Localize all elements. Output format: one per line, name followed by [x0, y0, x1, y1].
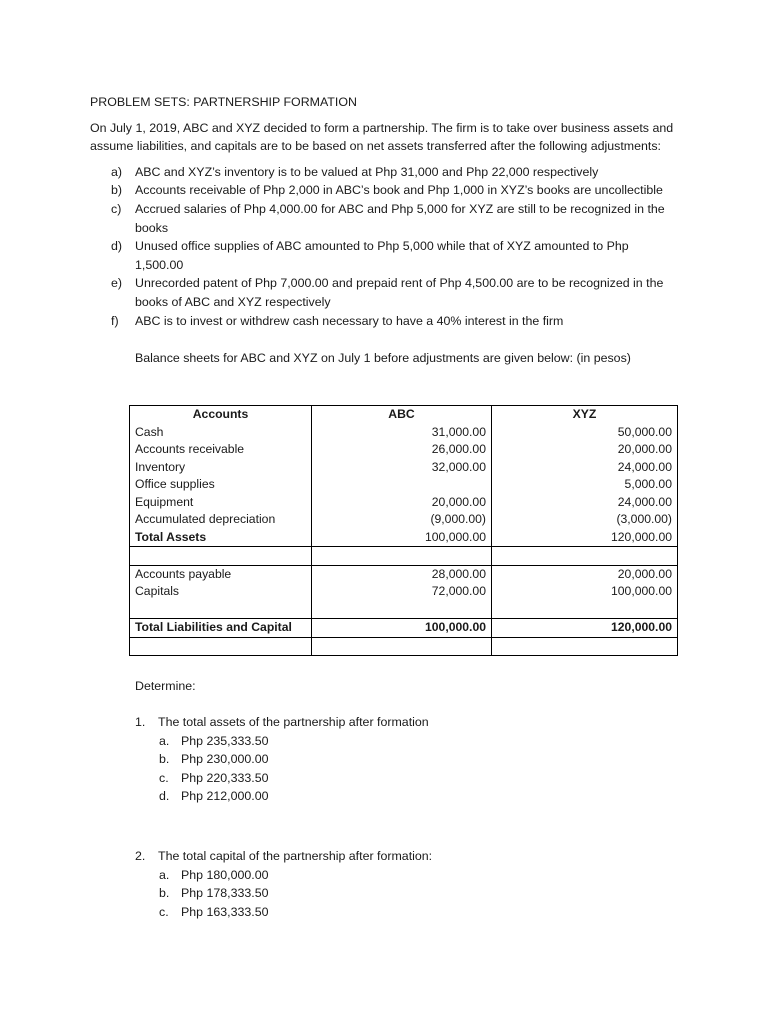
- balance-sheet-note: Balance sheets for ABC and XYZ on July 1 before adjustments are given below: (in pesos): [135, 351, 631, 366]
- account-cell: Accumulated depreciation: [130, 511, 312, 529]
- option-label: a.: [159, 733, 170, 748]
- adjustment-text-cont: books of ABC and XYZ respectively: [135, 294, 331, 309]
- abc-cell: 20,000.00: [312, 494, 492, 512]
- abc-cell: 100,000.00: [312, 619, 492, 638]
- question-text: The total assets of the partnership after formation: [158, 715, 429, 729]
- empty-cell: [130, 601, 312, 619]
- abc-cell: 32,000.00: [312, 459, 492, 477]
- abc-cell: 100,000.00: [312, 529, 492, 547]
- option-item: [159, 866, 432, 885]
- adjustment-label: b): [111, 183, 123, 198]
- option-label: c.: [159, 770, 169, 785]
- total-liabilities-row: [130, 619, 678, 638]
- table-row: [130, 424, 678, 442]
- account-cell: Cash: [130, 424, 312, 442]
- xyz-cell: 120,000.00: [492, 529, 678, 547]
- spacer-row: [130, 637, 678, 656]
- adjustments-list: [90, 163, 690, 330]
- total-assets-row: [130, 529, 678, 547]
- xyz-cell: 20,000.00: [492, 565, 678, 583]
- options-list: [135, 866, 432, 922]
- option-label: b.: [159, 886, 170, 901]
- empty-cell: [312, 547, 492, 566]
- empty-cell: [492, 547, 678, 566]
- abc-cell: 26,000.00: [312, 441, 492, 459]
- option-label: b.: [159, 752, 170, 767]
- option-item: [159, 769, 429, 788]
- account-cell: Capitals: [130, 583, 312, 601]
- option-item: [159, 787, 429, 806]
- determine-label: Determine:: [135, 679, 196, 693]
- option-text: Php 180,000.00: [181, 867, 269, 882]
- abc-cell: 28,000.00: [312, 565, 492, 583]
- adjustment-text: Unrecorded patent of Php 7,000.00 and prepaid rent of Php 4,500.00 are to be recognized in the: [135, 276, 664, 291]
- xyz-cell: 20,000.00: [492, 441, 678, 459]
- table-row: [130, 459, 678, 477]
- intro-paragraph: [90, 119, 690, 156]
- adjustment-item: [111, 163, 690, 182]
- options-list: [135, 732, 429, 806]
- table-row: [130, 511, 678, 529]
- option-item: [159, 732, 429, 751]
- adjustment-item: [111, 237, 690, 274]
- account-cell: Office supplies: [130, 476, 312, 494]
- option-text: Php 178,333.50: [181, 886, 269, 901]
- account-cell: Accounts receivable: [130, 441, 312, 459]
- intro-line-1: On July 1, 2019, ABC and XYZ decided to form a partnership. The firm is to take over business assets and: [90, 120, 674, 135]
- adjustment-text: Accrued salaries of Php 4,000.00 for ABC and Php 5,000 for XYZ are still to be recognized in the: [135, 201, 665, 216]
- header-xyz: XYZ: [492, 406, 678, 424]
- adjustment-text: ABC and XYZ’s inventory is to be valued at Php 31,000 and Php 22,000 respectively: [135, 164, 599, 179]
- adjustment-item: [111, 312, 690, 331]
- question-text-wrap: [135, 847, 432, 866]
- question-number: 1.: [135, 715, 146, 729]
- empty-cell: [312, 601, 492, 619]
- account-cell: Equipment: [130, 494, 312, 512]
- table-row: [130, 441, 678, 459]
- table-header-row: [130, 406, 678, 424]
- xyz-cell: (3,000.00): [492, 511, 678, 529]
- page-title: PROBLEM SETS: PARTNERSHIP FORMATION: [90, 95, 357, 109]
- option-text: Php 163,333.50: [181, 904, 269, 919]
- empty-cell: [492, 637, 678, 656]
- adjustment-text: ABC is to invest or withdrew cash necessary to have a 40% interest in the firm: [135, 313, 564, 328]
- xyz-cell: 50,000.00: [492, 424, 678, 442]
- spacer-row: [130, 601, 678, 619]
- abc-cell: (9,000.00): [312, 511, 492, 529]
- adjustment-text-cont: books: [135, 220, 169, 235]
- xyz-cell: 120,000.00: [492, 619, 678, 638]
- account-cell: Total Liabilities and Capital: [130, 619, 312, 638]
- question-number: 2.: [135, 849, 146, 863]
- table-row: [130, 565, 678, 583]
- option-text: Php 220,333.50: [181, 770, 269, 785]
- xyz-cell: 24,000.00: [492, 494, 678, 512]
- abc-cell: 31,000.00: [312, 424, 492, 442]
- option-item: [159, 884, 432, 903]
- adjustment-text: Unused office supplies of ABC amounted to Php 5,000 while that of XYZ amounted to Php: [135, 239, 629, 254]
- option-text: Php 235,333.50: [181, 733, 269, 748]
- option-item: [159, 903, 432, 922]
- adjustment-label: e): [111, 276, 123, 291]
- option-text: Php 212,000.00: [181, 789, 269, 804]
- empty-cell: [130, 637, 312, 656]
- empty-cell: [492, 601, 678, 619]
- adjustment-label: a): [111, 164, 123, 179]
- question-text-wrap: [135, 713, 429, 732]
- adjustment-text: Accounts receivable of Php 2,000 in ABC’s book and Php 1,000 in XYZ’s books are uncollectible: [135, 183, 663, 198]
- adjustment-item: [111, 274, 690, 311]
- adjustment-label: f): [111, 313, 119, 328]
- abc-cell: [312, 476, 492, 494]
- account-cell: Accounts payable: [130, 565, 312, 583]
- xyz-cell: 100,000.00: [492, 583, 678, 601]
- xyz-cell: 5,000.00: [492, 476, 678, 494]
- table-row: [130, 583, 678, 601]
- table-row: [130, 494, 678, 512]
- balance-sheet-table: [129, 405, 678, 656]
- adjustment-label: d): [111, 239, 123, 254]
- option-item: [159, 750, 429, 769]
- empty-cell: [312, 637, 492, 656]
- account-cell: Total Assets: [130, 529, 312, 547]
- adjustment-item: [111, 200, 690, 237]
- intro-line-2: assume liabilities, and capitals are to be based on net assets transferred after the following adjustments:: [90, 139, 661, 154]
- question-1: [135, 713, 429, 806]
- adjustment-label: c): [111, 201, 122, 216]
- header-abc: ABC: [312, 406, 492, 424]
- question-2: [135, 847, 432, 921]
- option-label: c.: [159, 904, 169, 919]
- empty-cell: [130, 547, 312, 566]
- document-page: [90, 93, 690, 919]
- option-label: a.: [159, 867, 170, 882]
- option-text: Php 230,000.00: [181, 752, 269, 767]
- xyz-cell: 24,000.00: [492, 459, 678, 477]
- abc-cell: 72,000.00: [312, 583, 492, 601]
- question-text: The total capital of the partnership after formation:: [158, 849, 433, 863]
- account-cell: Inventory: [130, 459, 312, 477]
- option-label: d.: [159, 789, 170, 804]
- adjustment-item: [111, 181, 690, 200]
- table-row: [130, 476, 678, 494]
- spacer-row: [130, 547, 678, 566]
- adjustment-text-cont: 1,500.00: [135, 257, 184, 272]
- header-accounts: Accounts: [130, 406, 312, 424]
